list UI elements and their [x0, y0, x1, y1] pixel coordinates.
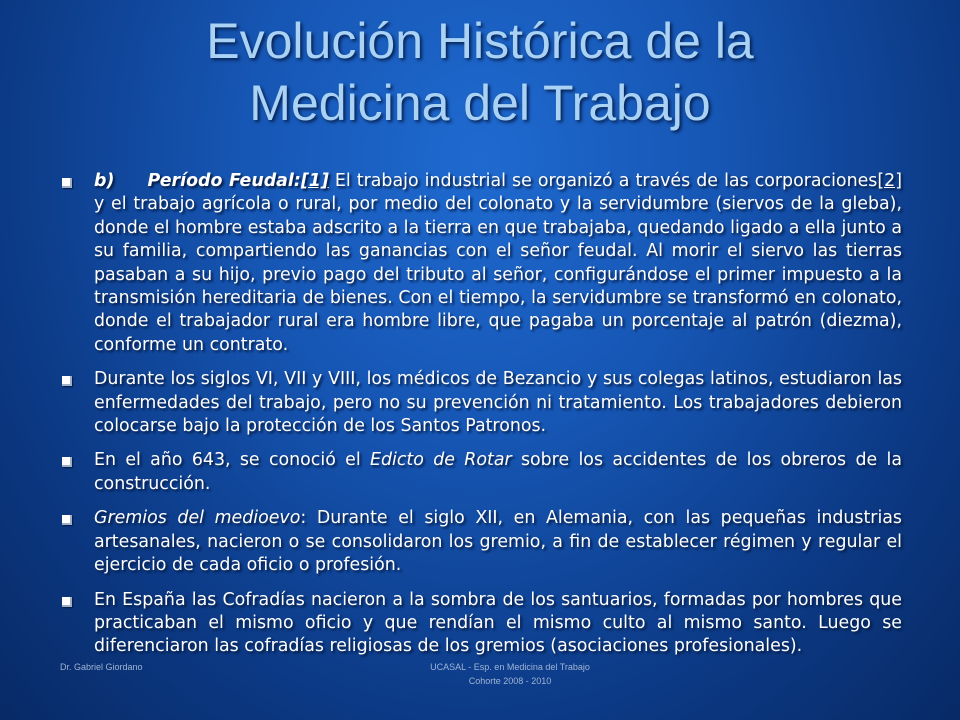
footnote-link-2[interactable]: [2]: [877, 171, 902, 191]
bullet-item-cofradias: [60, 589, 902, 659]
slide-title: [0, 10, 960, 134]
square-bullet-icon: [62, 515, 72, 525]
bullet-item-gremios: [60, 507, 902, 577]
label-gap: [114, 171, 147, 191]
feudal-text-a: El trabajo industrial se organizó a través de las corporaciones: [328, 171, 878, 191]
bullet-item-edicto: [60, 449, 902, 496]
square-bullet-icon: [62, 597, 72, 607]
gremios-term: Gremios del medioevo: [94, 508, 301, 529]
bullet-item-feudal: [60, 170, 902, 357]
bullet-item-bezancio: [60, 368, 902, 438]
gremios-text: : Durante el siglo XII, en Alemania, con las pequeñas industrias artesanales, nacieron o se consolidaron los gremio, a fin de establecer régimen y regular el ejercicio de cada oficio o profesión.: [94, 508, 902, 576]
square-bullet-icon: [62, 178, 72, 188]
bezancio-text: Durante los siglos VI, VII y VIII, los médicos de Bezancio y sus colegas latinos, estudiaron las enfermedades del trabajo, pero no su prevención ni tratamiento. Los trabajadores debieron colocarse bajo la protección de los Santos Patronos.: [94, 369, 902, 437]
footer-years: Cohorte 2008 - 2010: [468, 676, 552, 686]
footnote-link-1[interactable]: [1]: [300, 171, 329, 191]
cofradias-text: En España las Cofradías nacieron a la sombra de los santuarios, formadas por hombres que practicaban el mismo oficio y que rendían el mismo culto al mismo santo. Luego se diferenciaron las cofradías religiosas de los gremios (asociaciones profesionales).: [94, 589, 902, 657]
edicto-text-b: sobre los accidentes de los obreros de la construcción.: [94, 450, 902, 494]
period-label: b): [94, 171, 115, 191]
edicto-name: Edicto de Rotar: [370, 450, 512, 471]
edicto-text-a: En el año 643, se conoció el: [94, 450, 371, 471]
slide-body: [60, 170, 902, 670]
slide-title-line-2: Medicina del Trabajo: [249, 75, 711, 131]
square-bullet-icon: [62, 457, 72, 467]
period-title: Período Feudal:: [147, 171, 301, 191]
feudal-text-b: y el trabajo agrícola o rural, por medio del colonato y la servidumbre (siervos de la gleba), donde el hombre estaba adscrito a la tierra en que trabajaba, quedando ligado a ella junto a su familia, compartiendo las ganancias con el señor feudal. Al morir el siervo las tierras pasaban a su hijo, previo pago del tributo al señor, configurándose el primer impuesto a la transmisión hereditaria de bienes. Con el tiempo, la servidumbre se transformó en colonato, donde el trabajador rural era hombre libre, que pagaba un porcentaje al patrón (diezma), conforme un contrato.: [94, 194, 902, 355]
slide-title-line-1: Evolución Histórica de la: [206, 13, 754, 69]
footer-author: Dr. Gabriel Giordano: [60, 662, 143, 672]
footer-course: UCASAL - Esp. en Medicina del Trabajo: [430, 662, 590, 672]
square-bullet-icon: [62, 376, 72, 386]
